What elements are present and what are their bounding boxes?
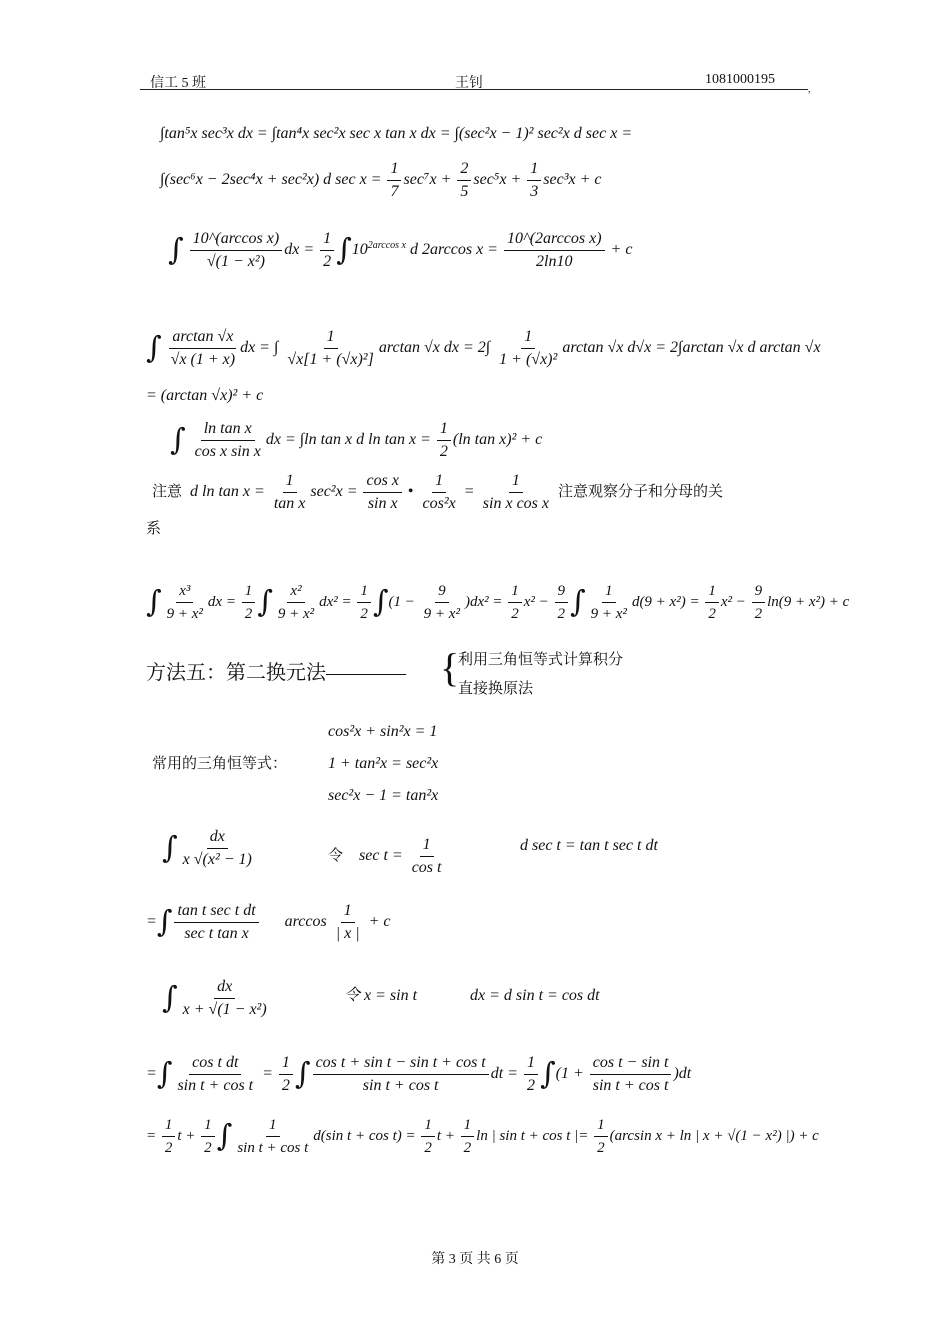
example-1-substitution: 令 sec t = $\frac{1}{\text{cos t}}$ [328,836,442,876]
header-class: 信工 5 班 [150,76,206,91]
formula-line-4: ∫ $\frac{\arctan √x}{√x (1 + x)}$ dx = ∫ $\frac{1}{\text{√x[1 + (√x)²]}}$ arctan √x dx = 2∫ $\frac{1}{\text{1 + (√x)²}}$ arctan √x d√x = 2∫arctan √x d arctan √x [146,328,821,368]
formula-line-5: = (arctan √x)² + c [146,387,264,404]
formula-line-9: ∫ $\frac{\text{x³}}{\text{9 + x²}}$ dx = $\frac{1}{2}$ ∫ $\frac{\text{x²}}{\text{9 + x²}}$ dx² = $\frac{1}{2}$ ∫(1 − $\frac{9}{\text{9 + x²}}$ )dx² = $\frac{1}{2}$ x² − $\frac{9}{2}$ ∫ $\frac{1}{\text{9 + x²}}$ d(9 + x²) = $\frac{1}{2}$ x² − $\frac{9}{2}$ ln(9 + x²) + c [146,580,849,625]
page-number: 第 3 页 共 6 页 [431,1252,519,1267]
header-tick: , [808,84,811,95]
header-student-id: 1081000195 [705,72,775,87]
identity-2: 1 + tan²x = sec²x [328,755,439,772]
formula-line-6: ∫ $\frac{\text{ln tan x}}{\text{cos x sin x}}$ dx = ∫ln tan x d ln tan x = $\frac{1}{2}$ (ln tan x)² + c [170,420,543,460]
example-2-final: = $\frac{1}{2}$ t + $\frac{1}{2}$ ∫ $\frac{1}{\text{sin t + cos t}}$ d(sin t + cos t) = $\frac{1}{2}$ t + $\frac{1}{2}$ ln | sin t + cos t |= $\frac{1}{2}$ (arcsin x + ln | x + √(1 − x²) |) + c [146,1114,819,1159]
identity-label: 常用的三角恒等式： [152,754,288,772]
example-2-integral: ∫ $\frac{dx}{\text{x + √(1 − x²)}}$ [162,978,267,1018]
note-continuation: 系 [146,519,162,537]
formula-line-3: ∫ $\frac{\text{10\textasciicircum{}(arccos x)}}{\text{√(1 − x²)}}$ dx = $\frac{1}{2}$ $\int 10^{2arccos x}$ d 2arccos x = $\frac{\text{10\textasciicircum{}(2arccos x)}}{2\ln 10}$ + c [168,230,633,270]
identity-1: cos²x + sin²x = 1 [328,723,438,740]
identity-3: sec²x − 1 = tan²x [328,787,439,804]
brace-symbol: { [440,645,460,690]
header-author: 王钊 [455,76,483,91]
example-2-step: =∫ $\frac{\text{cos t dt}}{\text{sin t + cos t}}$ = $\frac{1}{2}$ ∫ $\frac{\text{cos t + sin t − sin t + cos t}}{\text{sin t + cos t}}$ dt = $\frac{1}{2}$ ∫(1 + $\frac{\text{cos t − sin t}}{\text{sin t + cos t}}$ )dt [146,1054,692,1094]
brace-item-1: 利用三角恒等式计算积分 [458,650,624,668]
formula-line-7: 注意 d ln tan x = $\frac{1}{\text{tan x}}$ sec²x = $\frac{\text{cos x}}{\text{sin x}}$ • $\frac{1}{\text{cos²x}}$ = $\frac{1}{\text{sin x cos x}}$ 注意观察分子和分母的关 [152,472,724,512]
formula-line-1: ∫tan⁵x sec³x dx = ∫tan⁴x sec²x sec x tan x dx = ∫(sec²x − 1)² sec²x d sec x = [160,125,633,142]
example-1-result: =∫ tan t sec t dt sec t tan x arccos $\frac{1}{| x |}$ + c [146,902,391,942]
example-2-differential: dx = d sin t = cos dt [470,987,600,1004]
example-1-differential: d sec t = tan t sec t dt [520,837,658,854]
brace-item-2: 直接换原法 [458,679,534,697]
header-rule [140,89,808,90]
example-2-substitution: 令 x = sin t [344,987,418,1004]
method-five-heading: 方法五：第二换元法———— [146,662,406,684]
formula-line-2: ∫(sec⁶x − 2sec⁴x + sec²x) d sec x = $\frac{1}{7}$ sec⁷x + $\frac{2}{5}$ sec⁵x + $\frac{1}{3}$ sec³x + c [160,160,602,200]
example-1-integral: ∫ $\frac{dx}{\text{x √(x² − 1)}}$ [162,828,252,868]
